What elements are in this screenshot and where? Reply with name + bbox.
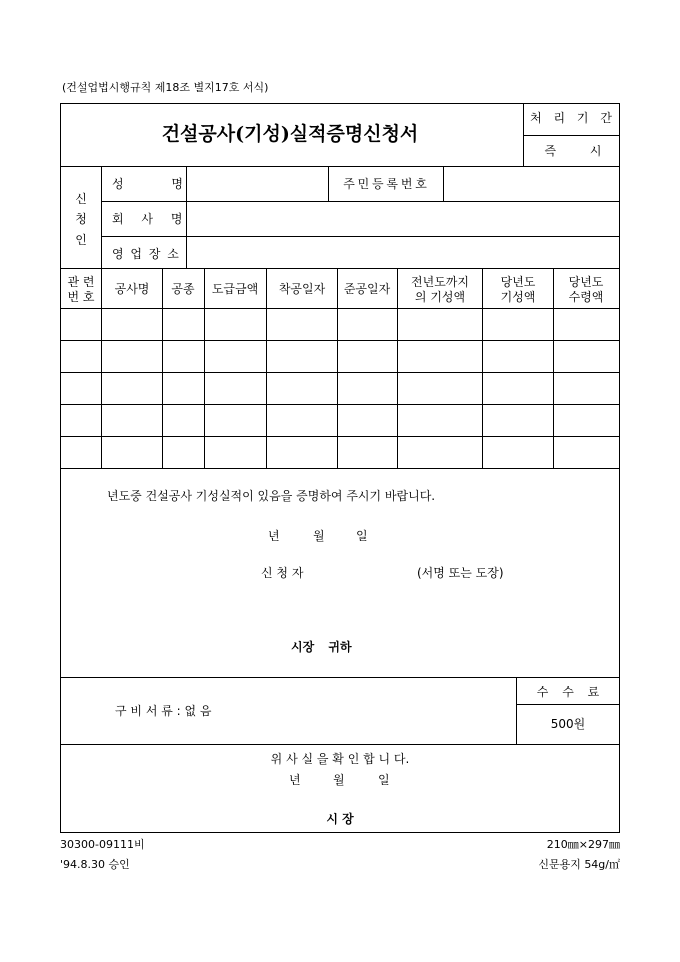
company-field[interactable] [188,203,618,234]
resident-number-label: 주 민 등 록 번 호 [343,177,427,191]
paper-type: 신문용지 54g/㎡ [538,858,620,871]
confirm-date-day: 일 [378,773,390,787]
applicant-label-2: 청 [75,212,87,226]
applicant-label-3: 인 [75,233,87,247]
confirmation-statement: 위 사 실 을 확 인 합 니 다. [270,752,410,766]
applicant-sign-label: 신 청 자 [261,566,304,580]
table-row[interactable] [61,437,619,468]
issuer: 시 장 [326,812,354,826]
paper-size: 210㎜×297㎜ [546,838,620,851]
th-current-year-2: 기성액 [500,290,536,304]
th-completion-date: 준공일자 [343,282,391,296]
signature-note: (서명 또는 도장) [417,566,504,580]
office-field[interactable] [188,238,618,267]
form-number: 30300-09111비 [60,838,145,851]
request-date-month: 월 [313,529,325,543]
request-date-day: 일 [356,529,368,543]
recipient: 시장 귀하 [291,640,352,654]
fee-value: 500원 [550,717,586,731]
table-row[interactable] [61,341,619,372]
name-field[interactable] [188,168,326,199]
company-label: 회 사 명 [112,212,183,226]
fee-label: 수 수 료 [536,685,600,699]
processing-period-value: 즉 시 [544,144,602,158]
th-work-type: 공종 [171,282,195,296]
request-statement: 년도중 건설공사 기성실적이 있음을 증명하여 주시기 바랍니다. [107,489,436,503]
th-project-name: 공사명 [114,282,150,296]
table-row[interactable] [61,405,619,436]
th-contract-amount: 도급금액 [211,282,259,296]
office-label: 영 업 장 소 [112,247,179,261]
th-prev-year-2: 의 기성액 [414,290,466,304]
th-received-2: 수령액 [568,290,604,304]
form-title: 건설공사(기성)실적증명신청서 [161,123,419,145]
applicant-label-1: 신 [75,192,87,206]
form-reference: (건설업법시행규칙 제18조 별지17호 서식) [62,81,269,94]
th-related-no-2: 번 호 [67,290,95,304]
processing-period-label: 처 리 기 간 [530,111,616,125]
th-prev-year-1: 전년도까지 [411,275,469,289]
required-documents: 구 비 서 류 : 없 음 [115,704,212,718]
table-row[interactable] [61,309,619,340]
approval-date: '94.8.30 승인 [60,858,130,871]
th-start-date: 착공일자 [278,282,326,296]
request-date-year: 년 [268,529,280,543]
resident-number-field[interactable] [445,168,618,199]
table-row[interactable] [61,373,619,404]
confirm-date-year: 년 [289,773,301,787]
confirm-date-month: 월 [333,773,345,787]
th-related-no-1: 관 련 [67,275,95,289]
th-received-1: 당년도 [568,275,604,289]
th-current-year-1: 당년도 [500,275,536,289]
name-label: 성 명 [112,177,183,191]
